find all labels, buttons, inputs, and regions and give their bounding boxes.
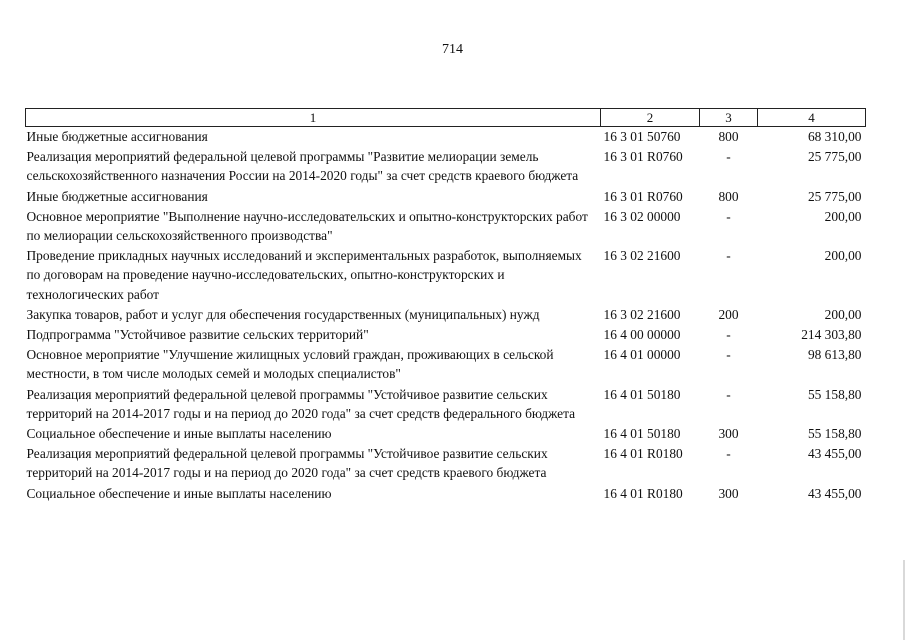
row-sum: 98 613,80 — [807, 347, 862, 363]
budget-table — [25, 108, 866, 504]
row-name: Реализация мероприятий федеральной целевой программы "Развитие мелиорации земель сельскохозяйственного назначения России на 2014-2020 годы" за счет средств краевого бюджета — [26, 149, 579, 184]
row-type: - — [726, 327, 731, 343]
row-sum: 55 158,80 — [807, 386, 862, 402]
row-type: 800 — [718, 129, 739, 144]
row-sum: 43 455,00 — [807, 485, 862, 501]
row-sum: 214 303,80 — [801, 327, 862, 343]
row-type: 200 — [718, 306, 739, 322]
row-code: 16 4 01 50180 — [603, 386, 681, 402]
table-row — [26, 345, 866, 384]
row-name: Проведение прикладных научных исследований и экспериментальных разработок, выполняемых по договорам на проведение научно-исследовательских, опытно-конструкторских и технологических работ — [26, 248, 582, 302]
table-row — [26, 424, 866, 444]
row-code: 16 3 01 R0760 — [603, 188, 683, 204]
table-row — [26, 484, 866, 504]
row-code: 16 4 01 R0180 — [603, 485, 683, 501]
row-type: - — [726, 347, 731, 363]
row-code: 16 4 01 R0180 — [603, 446, 683, 462]
row-code: 16 4 01 50180 — [603, 426, 681, 442]
row-sum: 68 310,00 — [807, 129, 862, 144]
header-column-code: 2 — [601, 109, 700, 127]
row-sum: 43 455,00 — [807, 446, 862, 462]
row-code: 16 4 01 00000 — [603, 347, 681, 363]
row-code: 16 4 00 00000 — [603, 327, 681, 343]
row-name: Подпрограмма "Устойчивое развитие сельских территорий" — [26, 327, 369, 343]
table-row — [26, 385, 866, 424]
row-code: 16 3 01 R0760 — [603, 149, 683, 165]
row-type: 800 — [718, 188, 739, 204]
row-sum: 25 775,00 — [807, 149, 862, 165]
row-sum: 200,00 — [824, 248, 862, 264]
table-row — [26, 325, 866, 345]
row-type: - — [726, 248, 731, 264]
table-row — [26, 305, 866, 325]
table-row — [26, 187, 866, 207]
header-column-name: 1 — [26, 109, 601, 127]
row-sum: 55 158,80 — [807, 426, 862, 442]
header-column-type: 3 — [700, 109, 758, 127]
row-name: Основное мероприятие "Улучшение жилищных условий граждан, проживающих в сельской местности, в том числе молодых семей и молодых специалистов" — [26, 347, 554, 382]
row-sum: 25 775,00 — [807, 188, 862, 204]
row-type: - — [726, 446, 731, 462]
row-name: Закупка товаров, работ и услуг для обеспечения государственных (муниципальных) нужд — [26, 306, 540, 322]
row-type: - — [726, 149, 731, 165]
row-type: - — [726, 386, 731, 402]
table-row — [26, 444, 866, 483]
row-name: Социальное обеспечение и иные выплаты населению — [26, 485, 332, 501]
row-type: - — [726, 208, 731, 224]
row-type: 300 — [718, 426, 739, 442]
row-name: Иные бюджетные ассигнования — [26, 188, 208, 204]
row-name: Социальное обеспечение и иные выплаты населению — [26, 426, 332, 442]
row-sum: 200,00 — [824, 306, 862, 322]
table-row — [26, 207, 866, 246]
row-name: Основное мероприятие "Выполнение научно-исследовательских и опытно-конструкторских работ по мелиорации сельскохозяйственного производства" — [26, 208, 588, 244]
row-code: 16 3 02 00000 — [603, 208, 681, 224]
table-row — [26, 147, 866, 186]
row-name: Иные бюджетные ассигнования — [26, 129, 208, 144]
row-name: Реализация мероприятий федеральной целевой программы "Устойчивое развитие сельских территорий на 2014-2017 годы и на период до 2020 года" за счет средств краевого бюджета — [26, 446, 548, 481]
table-row — [26, 127, 866, 148]
row-type: 300 — [718, 485, 739, 501]
row-sum: 200,00 — [824, 208, 862, 224]
row-name: Реализация мероприятий федеральной целевой программы "Устойчивое развитие сельских территорий на 2014-2017 годы и на период до 2020 года" за счет средств федерального бюджета — [26, 386, 576, 421]
page-number: 714 — [442, 42, 463, 57]
table-row — [26, 246, 866, 305]
row-code: 16 3 02 21600 — [603, 248, 681, 264]
row-code: 16 3 02 21600 — [603, 306, 681, 322]
header-column-sum: 4 — [758, 109, 866, 127]
table-header-row — [26, 109, 866, 127]
row-code: 16 3 01 50760 — [603, 129, 681, 144]
